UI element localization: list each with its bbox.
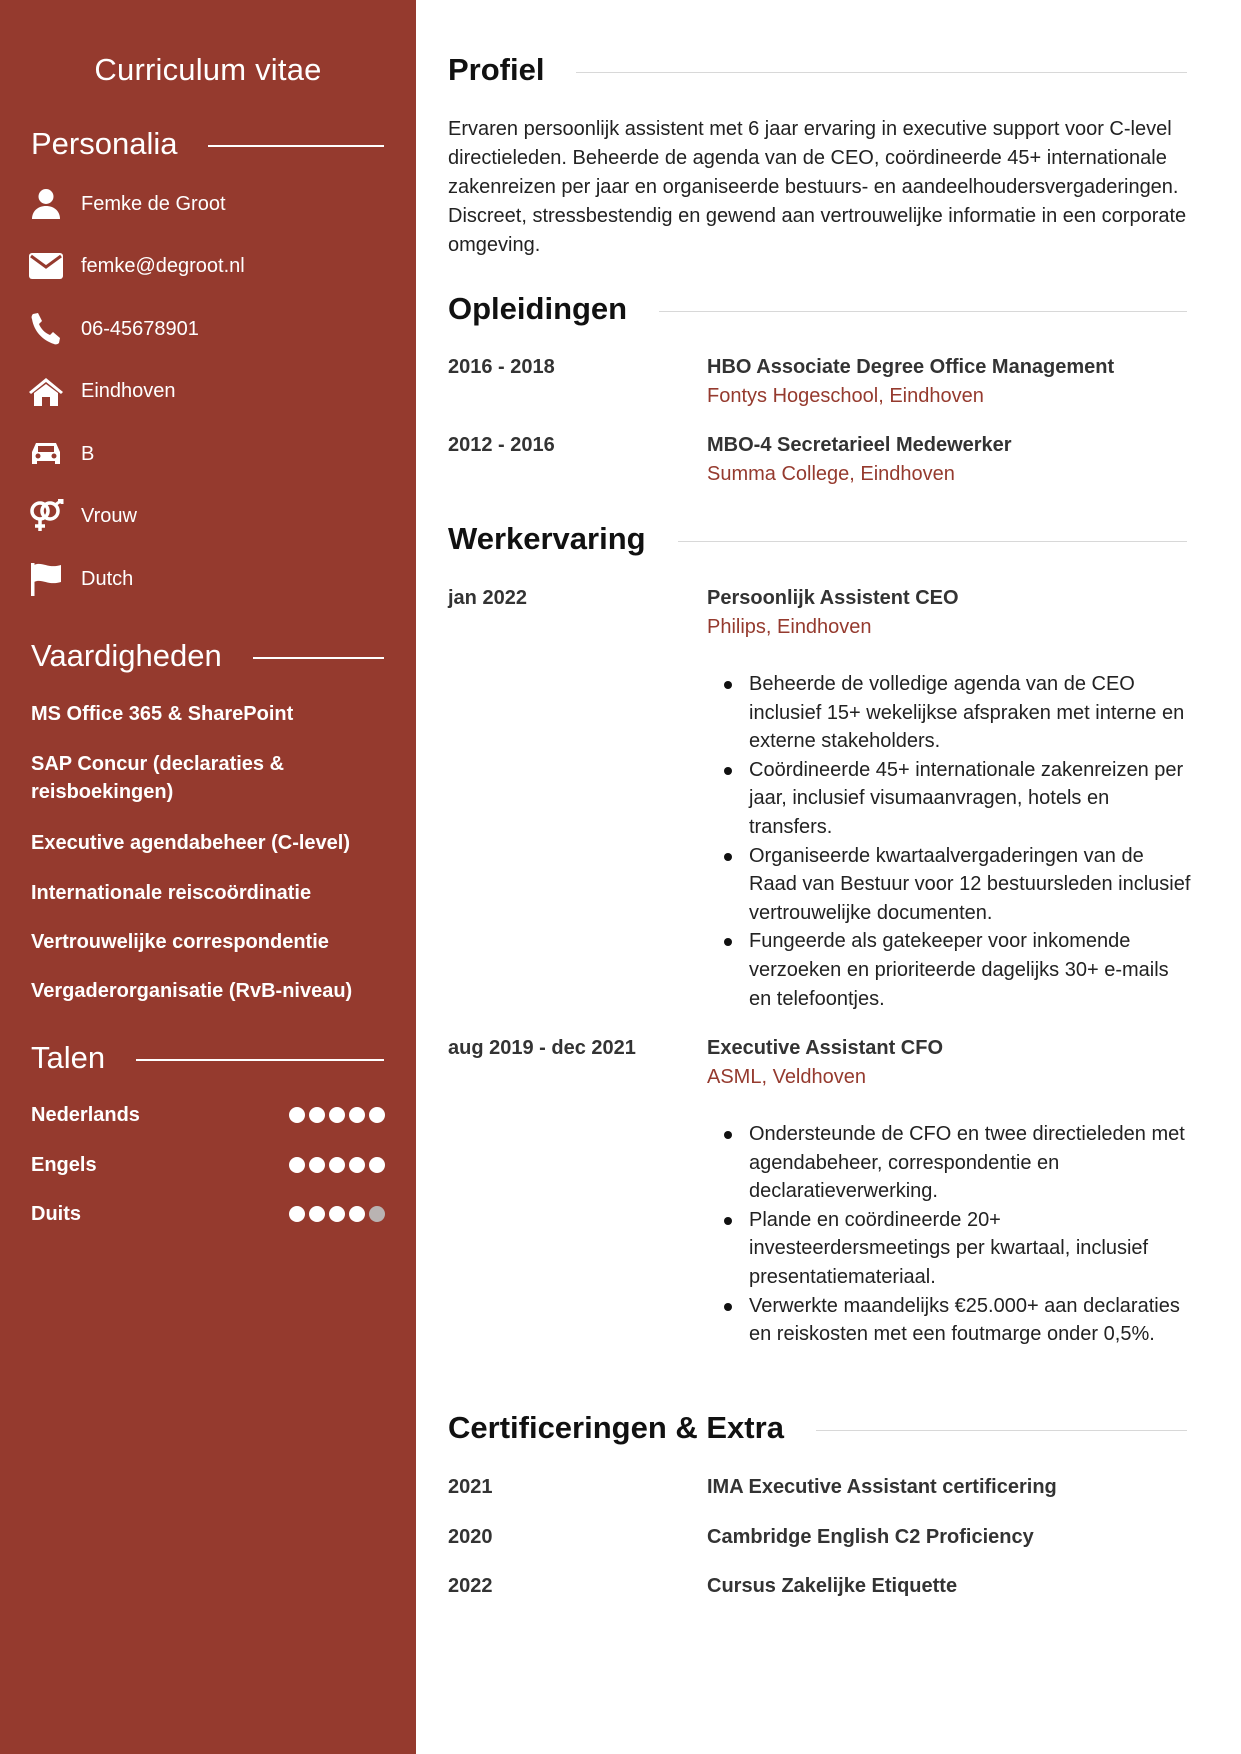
license-value: B — [81, 442, 95, 465]
skill-item: Vertrouwelijke correspondentie — [31, 931, 329, 953]
education-heading — [448, 291, 1187, 327]
language-row — [31, 1151, 385, 1179]
certification-year: 2021 — [448, 1476, 493, 1498]
certification-entry — [707, 1523, 1191, 1552]
language-name: Duits — [31, 1202, 81, 1225]
education-period: 2016 - 2018 — [448, 356, 555, 378]
skill-item: MS Office 365 & SharePoint — [31, 703, 294, 725]
level-dot-filled — [329, 1157, 345, 1173]
certification-entry — [707, 1473, 1191, 1502]
education-period: 2012 - 2016 — [448, 434, 555, 456]
skills-divider — [253, 657, 384, 659]
language-level-dots — [289, 1107, 385, 1123]
certification-title: Cursus Zakelijke Etiquette — [707, 1575, 958, 1597]
certification-title: Cambridge English C2 Proficiency — [707, 1526, 1034, 1548]
sidebar — [0, 0, 416, 1754]
personalia-divider — [208, 145, 384, 147]
language-name: Nederlands — [31, 1103, 140, 1126]
skill-item: SAP Concur (declaraties & reisboekingen) — [31, 753, 285, 803]
person-icon — [28, 186, 64, 222]
certifications-heading — [448, 1410, 1187, 1446]
personalia-name — [28, 184, 226, 224]
skill-item: Vergaderorganisatie (RvB-niveau) — [31, 980, 353, 1002]
experience-bullets — [707, 670, 1191, 1013]
level-dot-filled — [289, 1206, 305, 1222]
nationality-value: Dutch — [81, 567, 134, 590]
level-dot-filled — [329, 1206, 345, 1222]
level-dot-filled — [369, 1107, 385, 1123]
languages-heading — [31, 1040, 384, 1076]
experience-company: Philips, Eindhoven — [707, 616, 872, 638]
profile-heading — [448, 52, 1187, 88]
level-dot-filled — [309, 1107, 325, 1123]
gender-icon — [28, 498, 64, 534]
document-title: Curriculum vitae — [94, 52, 322, 87]
experience-title: Executive Assistant CFO — [707, 1037, 944, 1059]
certification-year: 2022 — [448, 1575, 493, 1597]
bullet-item: Verwerkte maandelijks €25.000+ aan declaraties en reiskosten met een foutmarge onder 0,5%. — [707, 1292, 1191, 1349]
bullet-item: Ondersteunde de CFO en twee directieleden met agendabeheer, correspondentie en declaratieverwerking. — [707, 1120, 1191, 1206]
bullet-item: Plande en coördineerde 20+ investeerdersmeetings per kwartaal, inclusief presentatiemateriaal. — [707, 1206, 1191, 1292]
experience-entry — [707, 1034, 1191, 1349]
flag-icon — [28, 561, 64, 597]
bullet-item: Coördineerde 45+ internationale zakenreizen per jaar, inclusief visumaanvragen, hotels en transfers. — [707, 756, 1191, 842]
skill-item: Executive agendabeheer (C-level) — [31, 832, 351, 854]
language-level-dots — [289, 1206, 385, 1222]
education-institution: Fontys Hogeschool, Eindhoven — [707, 385, 984, 407]
language-name: Engels — [31, 1153, 97, 1176]
phone-icon — [28, 311, 64, 347]
personalia-city — [28, 371, 176, 411]
certifications-divider — [816, 1430, 1187, 1431]
bullet-item: Beheerde de volledige agenda van de CEO inclusief 15+ wekelijkse afspraken met interne en externe stakeholders. — [707, 670, 1191, 756]
experience-period: jan 2022 — [448, 587, 527, 609]
experience-heading-label: Werkervaring — [448, 521, 646, 556]
experience-entry — [707, 584, 1191, 1013]
level-dot-empty — [369, 1206, 385, 1222]
level-dot-filled — [349, 1157, 365, 1173]
profile-divider — [576, 72, 1187, 73]
education-title: MBO-4 Secretarieel Medewerker — [707, 434, 1012, 456]
name-value: Femke de Groot — [81, 192, 226, 215]
education-title: HBO Associate Degree Office Management — [707, 356, 1115, 378]
email-value[interactable]: femke@degroot.nl — [81, 254, 245, 277]
experience-bullets — [707, 1120, 1191, 1349]
bullet-item: Organiseerde kwartaalvergaderingen van de Raad van Bestuur voor 12 bestuursleden inclusief vertrouwelijke documenten. — [707, 842, 1191, 928]
personalia-license — [28, 434, 94, 474]
certification-title: IMA Executive Assistant certificering — [707, 1476, 1057, 1498]
level-dot-filled — [289, 1107, 305, 1123]
personalia-heading — [31, 126, 384, 162]
skills-heading-label: Vaardigheden — [31, 638, 222, 673]
car-icon — [28, 436, 64, 472]
city-value: Eindhoven — [81, 379, 176, 402]
language-row — [31, 1101, 385, 1129]
level-dot-filled — [349, 1206, 365, 1222]
education-divider — [659, 311, 1187, 312]
personalia-email — [28, 246, 245, 286]
languages-divider — [136, 1059, 384, 1061]
experience-title: Persoonlijk Assistent CEO — [707, 587, 959, 609]
level-dot-filled — [289, 1157, 305, 1173]
certifications-heading-label: Certificeringen & Extra — [448, 1410, 784, 1445]
language-row — [31, 1200, 385, 1228]
skills-heading — [31, 638, 384, 674]
personalia-gender — [28, 496, 137, 536]
phone-value[interactable]: 06-45678901 — [81, 317, 199, 340]
education-institution: Summa College, Eindhoven — [707, 463, 955, 485]
experience-divider — [678, 541, 1187, 542]
envelope-icon — [28, 248, 64, 284]
profile-text: Ervaren persoonlijk assistent met 6 jaar ervaring in executive support voor C-level directieleden. Beheerde de agenda van de CEO, coördineerde 45+ internationale zakenreizen per jaar en organiseerde bestuurs- en aandeelhoudersvergaderingen. Discreet, stressbestendig en gewend aan vertrouwelijke informatie in een corporate omgeving. — [448, 118, 1187, 256]
bullet-item: Fungeerde als gatekeeper voor inkomende verzoeken en prioriteerde dagelijks 30+ e-mails en telefoontjes. — [707, 927, 1191, 1013]
education-entry — [707, 353, 1191, 411]
certification-year: 2020 — [448, 1526, 493, 1548]
language-level-dots — [289, 1157, 385, 1173]
skill-item: Internationale reiscoördinatie — [31, 882, 312, 904]
home-icon — [28, 373, 64, 409]
level-dot-filled — [349, 1107, 365, 1123]
education-heading-label: Opleidingen — [448, 291, 628, 326]
gender-value: Vrouw — [81, 504, 137, 527]
experience-period: aug 2019 - dec 2021 — [448, 1037, 636, 1059]
experience-company: ASML, Veldhoven — [707, 1066, 866, 1088]
personalia-phone — [28, 309, 199, 349]
certification-entry — [707, 1572, 1191, 1601]
level-dot-filled — [309, 1206, 325, 1222]
level-dot-filled — [329, 1107, 345, 1123]
languages-heading-label: Talen — [31, 1040, 106, 1075]
personalia-nationality — [28, 559, 133, 599]
education-entry — [707, 431, 1191, 489]
level-dot-filled — [369, 1157, 385, 1173]
level-dot-filled — [309, 1157, 325, 1173]
personalia-heading-label: Personalia — [31, 126, 178, 161]
profile-heading-label: Profiel — [448, 52, 545, 87]
experience-heading — [448, 521, 1187, 557]
